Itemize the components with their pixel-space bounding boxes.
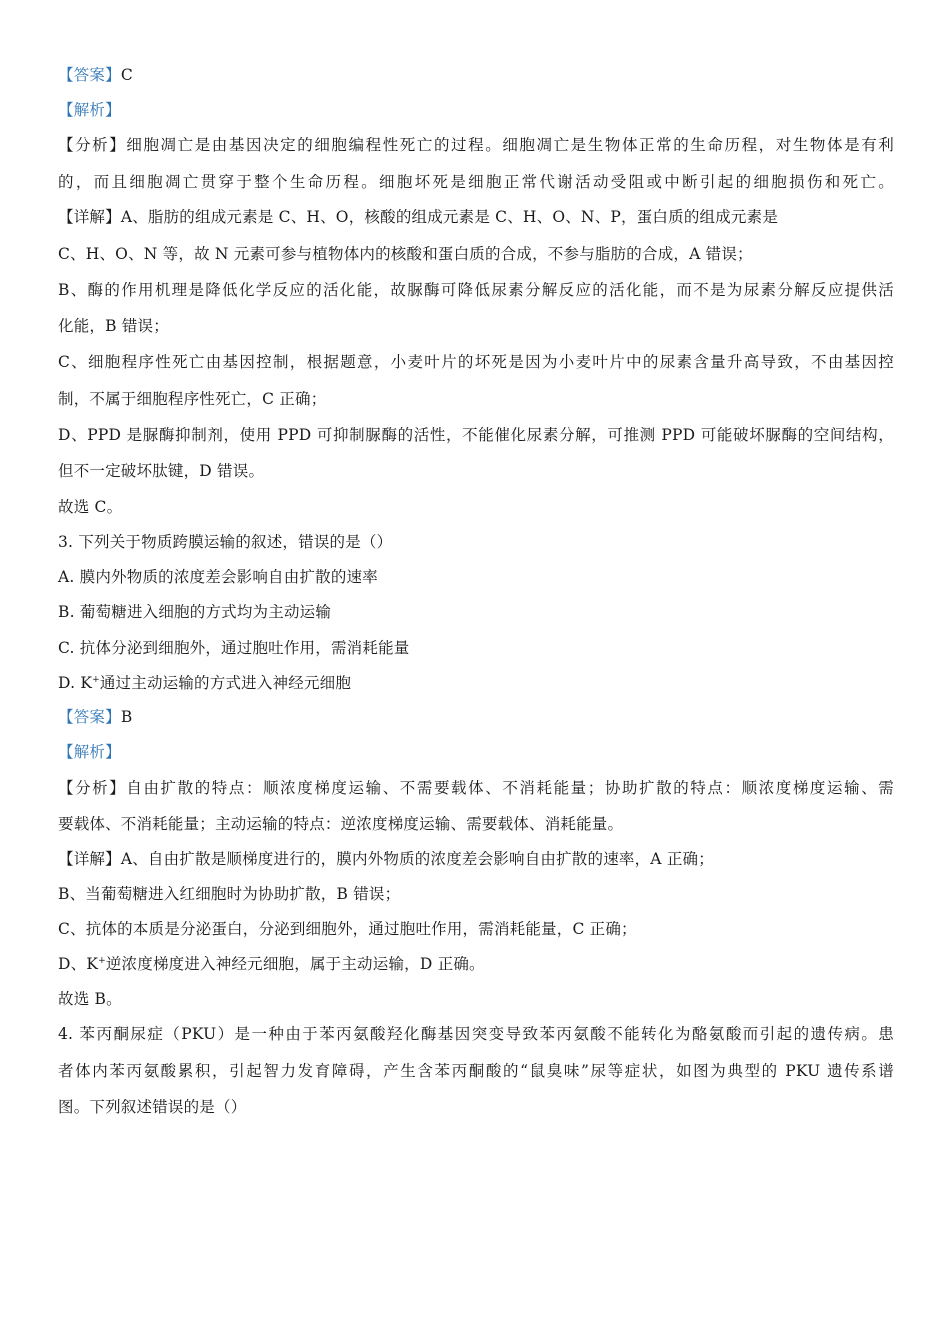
answer-tag: 【答案】 (58, 66, 121, 84)
answer-value: C (120, 66, 133, 84)
q2-detail-line: C、H、O、N 等，故 N 元素可参与植物体内的核酸和蛋白质的合成，不参与脂肪的合成，A 错误； (58, 245, 753, 263)
q4-stem-line: 4. 苯丙酮尿症（PKU）是一种由于苯丙氨酸羟化酶基因突变导致苯丙氨酸不能转化为酪氨酸而引起的遗传病。患 (58, 1025, 894, 1043)
q3-conclusion: 故选 B。 (58, 990, 122, 1008)
q2-detail-line: 制，不属于细胞程序性死亡，C 正确； (58, 390, 327, 408)
q2-conclusion: 故选 C。 (58, 498, 123, 516)
q3-option-d: D. K+通过主动运输的方式进入神经元细胞 (58, 674, 352, 692)
q3-option-b: B. 葡萄糖进入细胞的方式均为主动运输 (58, 603, 332, 621)
q2-detail-line: B、酶的作用机理是降低化学反应的活化能，故脲酶可降低尿素分解反应的活化能，而不是为尿素分解反应提供活 (58, 281, 894, 299)
q4-stem-line: 图。下列叙述错误的是（） (58, 1098, 247, 1116)
answer-value: B (120, 708, 133, 726)
q3-detail-line: 【详解】A、自由扩散是顺梯度进行的，膜内外物质的浓度差会影响自由扩散的速率，A 正确； (58, 850, 714, 868)
fenxi-tag: 【分析】 (58, 136, 127, 154)
q2-answer (58, 64, 894, 86)
q2-detail-line: D、PPD 是脲酶抑制剂，使用 PPD 可抑制脲酶的活性，不能催化尿素分解，可推测 PPD 可能破坏脲酶的空间结构， (58, 426, 894, 444)
q2-detail-line: 【详解】A、脂肪的组成元素是 C、H、O，核酸的组成元素是 C、H、O、N、P，蛋白质的组成元素是 (58, 208, 779, 226)
q2-detail-line: C、细胞程序性死亡由基因控制，根据题意，小麦叶片的坏死是因为小麦叶片中的尿素含量升高导致，不由基因控 (58, 353, 894, 371)
q2-detail-line: 化能，B 错误； (58, 317, 169, 335)
q3-detail-line: B、当葡萄糖进入红细胞时为协助扩散，B 错误； (58, 885, 401, 903)
q2-analysis-tag: 【解析】 (58, 101, 121, 119)
q3-fenxi-line: 【分析】自由扩散的特点：顺浓度梯度运输、不需要载体、不消耗能量；协助扩散的特点：顺浓度梯度运输、需 (58, 779, 894, 797)
q4-stem-line: 者体内苯丙氨酸累积，引起智力发育障碍，产生含苯丙酮酸的“鼠臭味”尿等症状，如图为典型的 PKU 遗传系谱 (58, 1062, 894, 1080)
q2-fenxi-line: 【分析】细胞凋亡是由基因决定的细胞编程性死亡的过程。细胞凋亡是生物体正常的生命历程，对生物体是有利 (58, 136, 894, 154)
q3-stem: 3. 下列关于物质跨膜运输的叙述，错误的是（） (58, 533, 393, 551)
detail-tag: 【详解】 (58, 208, 121, 226)
detail-tag: 【详解】 (58, 850, 121, 868)
q3-fenxi-line: 要载体、不消耗能量；主动运输的特点：逆浓度梯度运输、需要载体、消耗能量。 (58, 815, 624, 833)
q3-detail-line: C、抗体的本质是分泌蛋白，分泌到细胞外，通过胞吐作用，需消耗能量，C 正确； (58, 920, 637, 938)
fenxi-tag: 【分析】 (58, 779, 127, 797)
q3-option-c: C. 抗体分泌到细胞外，通过胞吐作用，需消耗能量 (58, 639, 410, 657)
q3-option-a: A. 膜内外物质的浓度差会影响自由扩散的速率 (58, 568, 378, 586)
q2-detail-line: 但不一定破坏肽键，D 错误。 (58, 462, 265, 480)
answer-tag: 【答案】 (58, 708, 121, 726)
q3-analysis-tag: 【解析】 (58, 743, 121, 761)
q2-fenxi-line: 的，而且细胞凋亡贯穿于整个生命历程。细胞坏死是细胞正常代谢活动受阻或中断引起的细胞损伤和死亡。 (58, 173, 894, 191)
q3-answer (58, 706, 894, 728)
q3-detail-line: D、K+逆浓度梯度进入神经元细胞，属于主动运输，D 正确。 (58, 955, 485, 973)
